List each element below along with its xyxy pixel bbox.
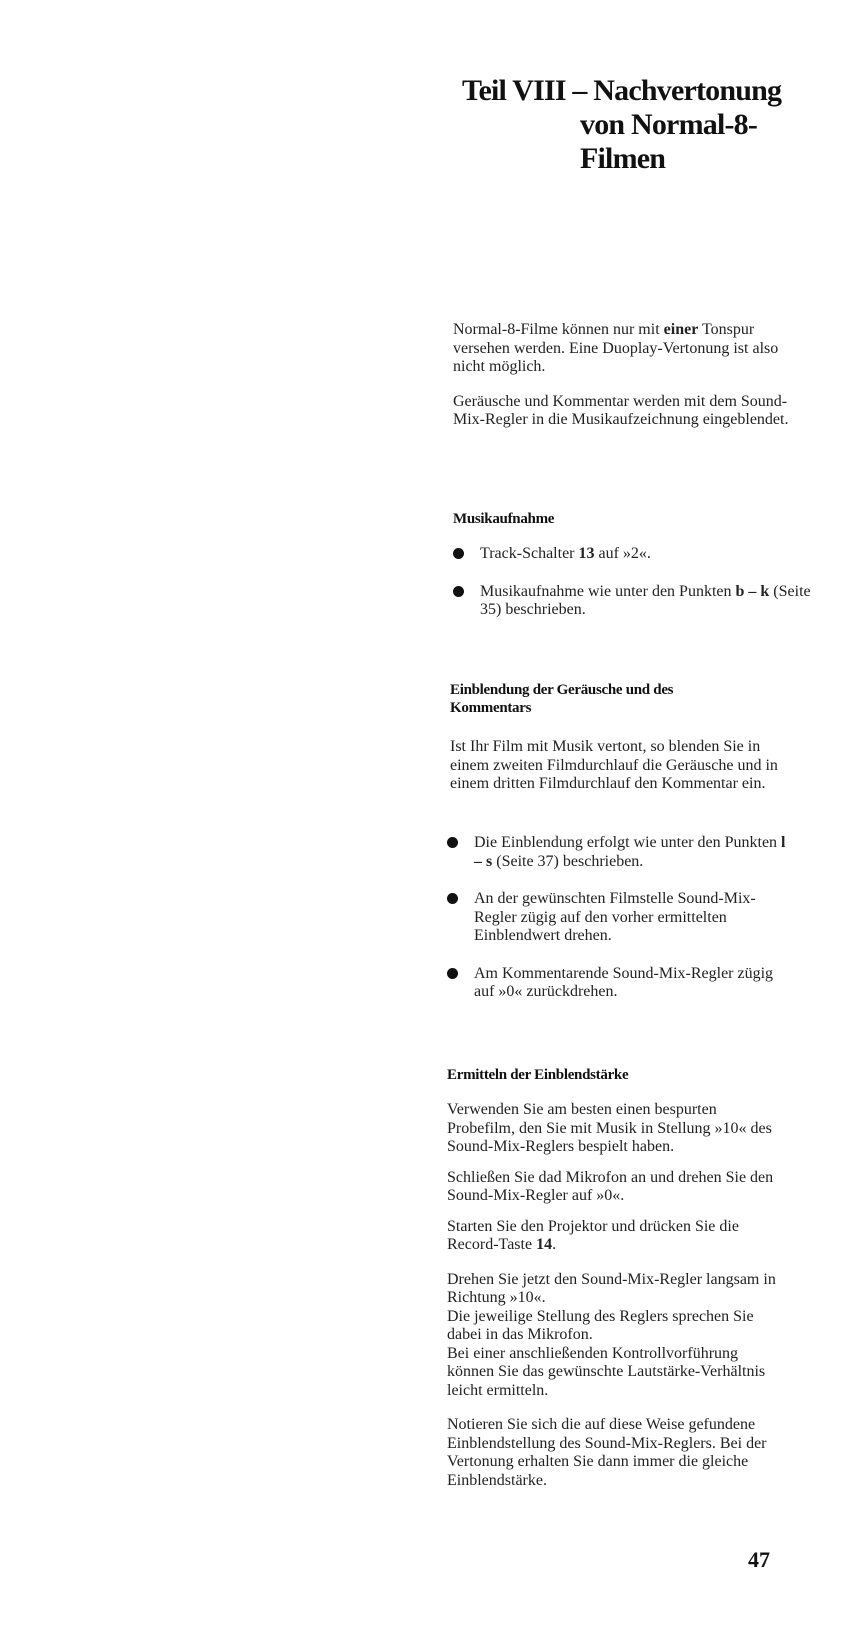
page-number: 47 [748,1547,770,1572]
list-item: Die Einblendung erfolgt wie unter den Punkten l – s (Seite 37) beschrieben. [447,834,787,871]
bullet-icon [447,968,458,979]
ermitteln-paragraph-3: Starten Sie den Projektor und drücken Sie die Record-Taste 14. [447,1217,739,1253]
bullet-icon [453,586,464,597]
bullet-icon [447,893,458,904]
list-item: Track-Schalter 13 auf »2«. [453,545,813,564]
section-heading-musikaufnahme: Musikaufnahme [453,511,555,527]
ermitteln-section [447,1101,777,1490]
ermitteln-paragraph-4: Drehen Sie jetzt den Sound-Mix-Regler langsam in Richtung »10«. Die jeweilige Stellung des Reglers sprechen Sie dabei in das Mikrofon. Bei einer anschließenden Kontrollvorführung können Sie das gewünschte Lautstärke-Verhältnis leicht ermitteln. [447,1270,776,1399]
list-item: Musikaufnahme wie unter den Punkten b – k (Seite 35) beschrieben. [453,583,813,620]
intro-section [453,321,813,430]
intro-paragraph-2: Geräusche und Kommentar werden mit dem Sound-Mix-Regler in die Musikaufzeichnung eingeblendet. [453,392,789,428]
ermitteln-paragraph-5: Notieren Sie sich die auf diese Weise gefundene Einblendstellung des Sound-Mix-Reglers. Bei der Vertonung erhalten Sie dann immer die gleiche Einblendstärke. [447,1416,767,1489]
einblendung-list [447,834,787,1021]
page-title [462,74,822,176]
ermitteln-paragraph-2: Schließen Sie dad Mikrofon an und drehen Sie den Sound-Mix-Regler auf »0«. [447,1168,774,1204]
musikaufnahme-list [453,545,813,639]
list-item: An der gewünschten Filmstelle Sound-Mix-Regler zügig auf den vorher ermittelten Einblendwert drehen. [447,890,787,946]
section-heading-ermitteln: Ermitteln der Einblendstärke [447,1067,629,1083]
list-item: Am Kommentarende Sound-Mix-Regler zügig auf »0« zurückdrehen. [447,965,787,1002]
ermitteln-paragraph-1: Verwenden Sie am besten einen bespurten Probefilm, den Sie mit Musik in Stellung »10« des Sound-Mix-Reglers bespielt haben. [447,1101,772,1155]
title-line-2: von Normal-8- [580,108,758,141]
einblendung-paragraph: Ist Ihr Film mit Musik vertont, so blenden Sie in einem zweiten Filmdurchlauf die Geräusche und in einem dritten Filmdurchlauf den Kommentar ein. [450,738,778,792]
section-heading-einblendung: Einblendung der Geräusche und des Kommentars [450,682,674,716]
einblendung-intro [450,738,790,794]
bullet-icon [453,548,464,559]
title-line-3: Filmen [580,142,666,175]
bullet-icon [447,837,458,848]
intro-paragraph-1: Normal-8-Filme können nur mit einer Tonspur versehen werden. Eine Duoplay-Vertonung ist also nicht möglich. [453,321,779,375]
title-line-1: Teil VIII – Nachvertonung [462,74,782,107]
